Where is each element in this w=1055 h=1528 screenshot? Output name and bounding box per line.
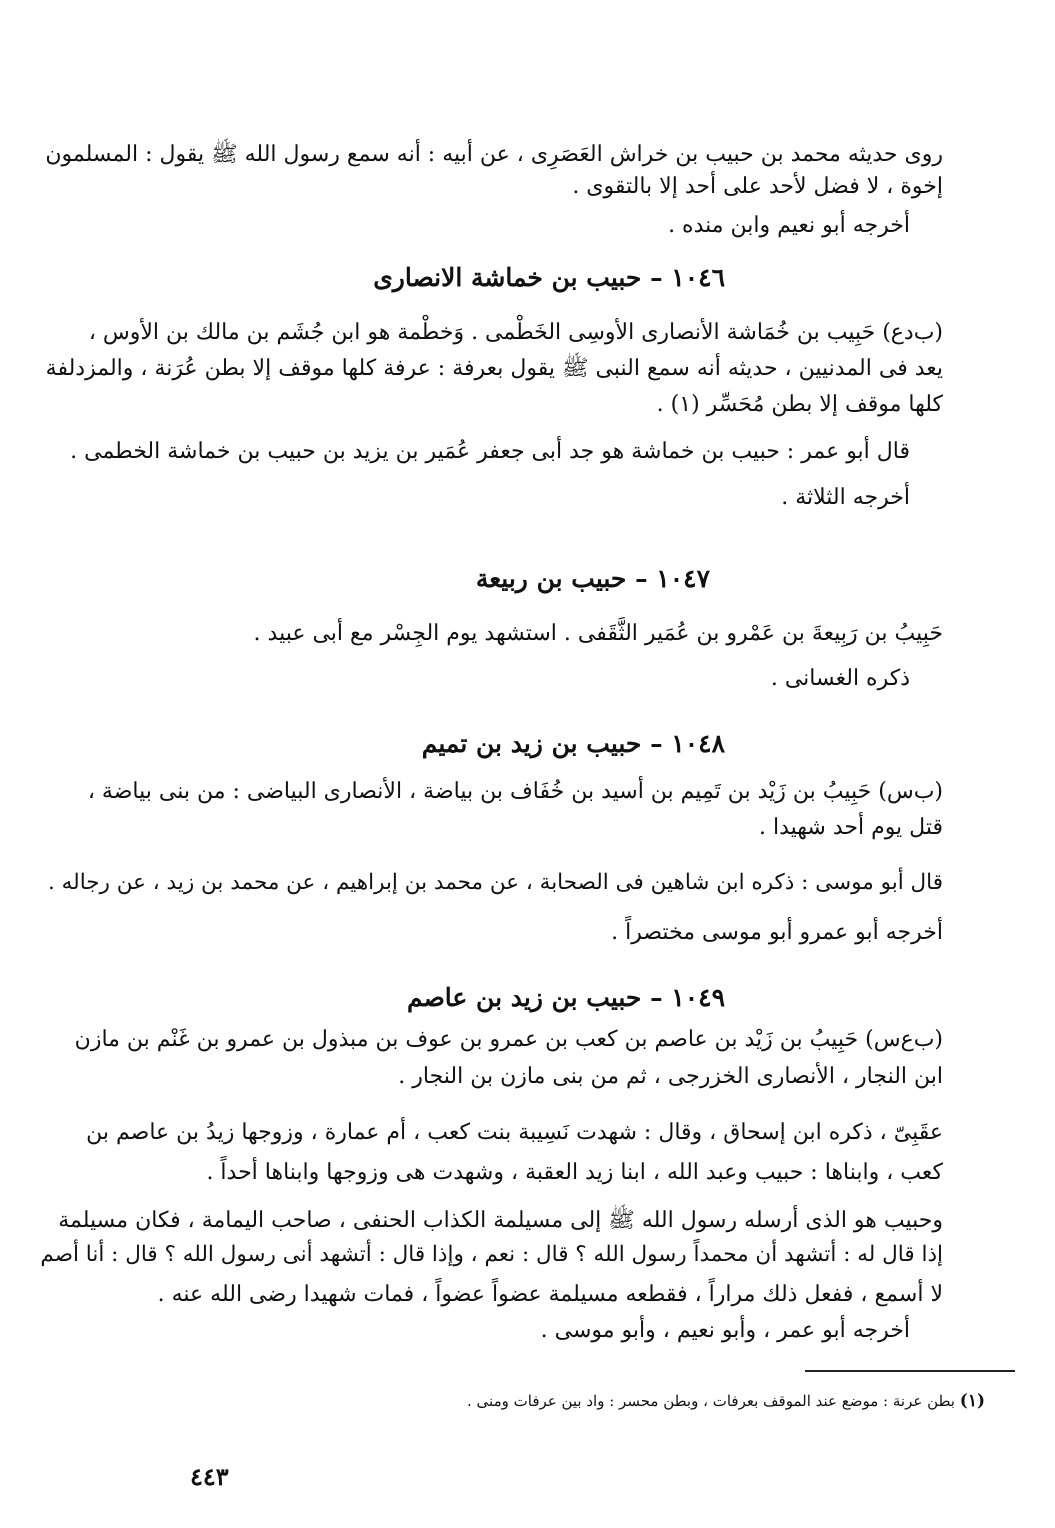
- entry-1049-text-line: وحبيب هو الذى أرسله رسول الله ﷺ إلى مسيلمة الكذاب الحنفى ، صاحب اليمامة ، فكان مسيلمة: [58, 1208, 943, 1233]
- footnote-text: بطن عرنة : موضع عند الموقف بعرفات ، وبطن محسر : واد بين عرفات ومنى .: [467, 1392, 955, 1410]
- entry-1046-text-line: يعد فى المدنيين ، حديثه أنه سمع النبى ﷺ يقول بعرفة : عرفة كلها موقف إلا بطن عُرَنة ، والمزدلفة: [45, 356, 943, 381]
- entry-1049-text-line: كعب ، وابناها : حبيب وعبد الله ، ابنا زيد العقبة ، وشهدت هى وزوجها وابناها أحداً .: [206, 1160, 943, 1185]
- opening-line-1: روى حديثه محمد بن حبيب بن خراش العَصَرِى ، عن أبيه : أنه سمع رسول الله ﷺ يقول : المسلمون: [45, 142, 943, 167]
- footnote-marker: (١): [959, 1391, 985, 1411]
- entry-1046-text-line: قال أبو عمر : حبيب بن خماشة هو جد أبى جعفر عُمَير بن يزيد بن حبيب بن خماشة الخطمى .: [70, 439, 910, 464]
- entry-1049-text-line: (ب‌ع‌س) حَبِيبُ بن زَيْد بن عاصم بن كعب بن عمرو بن عوف بن مبذول بن عمرو بن غَنْم بن مازن: [74, 1027, 943, 1052]
- entry-1049-text-line: إذا قال له : أتشهد أن محمداً رسول الله ؟ قال : نعم ، وإذا قال : أتشهد أنى رسول الله ؟ قال : أنا أصم: [40, 1242, 943, 1267]
- entry-1048-heading: ١٠٤٨ – حبيب بن زيد بن تميم: [421, 729, 725, 758]
- entry-1047-text-line: حَبِيبُ بن رَبِيعةَ بن عَمْرو بن عُمَير الثَّقَفى . استشهد يوم الجِسْر مع أبى عبيد .: [253, 621, 943, 646]
- entry-1048-text-line: أخرجه أبو عمرو أبو موسى مختصراً .: [611, 920, 943, 945]
- entry-1049-text-line: لا أسمع ، ففعل ذلك مراراً ، فقطعه مسيلمة عضواً عضواً ، فمات شهيدا رضى الله عنه .: [157, 1282, 943, 1307]
- entry-1049-text-line: أخرجه أبو عمر ، وأبو نعيم ، وأبو موسى .: [540, 1318, 910, 1343]
- page-number: ٤٤٣: [190, 1462, 229, 1491]
- entry-1049-text-line: ابن النجار ، الأنصارى الخزرجى ، ثم من بنى مازن بن النجار .: [398, 1064, 943, 1089]
- opening-line-2: إخوة ، لا فضل لأحد على أحد إلا بالتقوى .: [572, 174, 943, 199]
- entry-1048-text-line: (ب‌س) حَبِيبُ بن زَيْد بن تَمِيم بن أسيد بن خُفَاف بن بياضة ، الأنصارى البياضى : من بنى بياضة ،: [87, 779, 943, 804]
- entry-1047-text-line: ذكره الغسانى .: [770, 666, 910, 691]
- entry-1046-heading: ١٠٤٦ – حبيب بن خماشة الانصارى: [373, 263, 725, 292]
- entry-1049-heading: ١٠٤٩ – حبيب بن زيد بن عاصم: [406, 983, 725, 1012]
- entry-1048-text-line: قال أبو موسى : ذكره ابن شاهين فى الصحابة ، عن محمد بن إبراهيم ، عن محمد بن زيد ، عن رجاله .: [47, 870, 943, 895]
- entry-1049-text-line: عقَبِىّ ، ذكره ابن إسحاق ، وقال : شهدت نَسِيبة بنت كعب ، أم عمارة ، وزوجها زيدُ بن عاصم بن: [86, 1120, 943, 1145]
- footnote-separator: [805, 1370, 1015, 1372]
- opening-line-3: أخرجه أبو نعيم وابن منده .: [668, 213, 910, 238]
- entry-1046-text-line: أخرجه الثلاثة .: [781, 485, 910, 510]
- entry-1047-heading: ١٠٤٧ – حبيب بن ربيعة: [475, 564, 710, 593]
- entry-1046-text-line: كلها موقف إلا بطن مُحَسِّر (١) .: [656, 392, 943, 417]
- entry-1048-text-line: قتل يوم أحد شهيدا .: [758, 815, 943, 840]
- footnote: [467, 1390, 985, 1412]
- entry-1046-text-line: (ب‌د‌ع) حَبِيب بن خُمَاشة الأنصارى الأوسِى الخَطْمى . وَخطْمة هو ابن جُشَم بن مالك بن الأوس ،: [88, 320, 943, 345]
